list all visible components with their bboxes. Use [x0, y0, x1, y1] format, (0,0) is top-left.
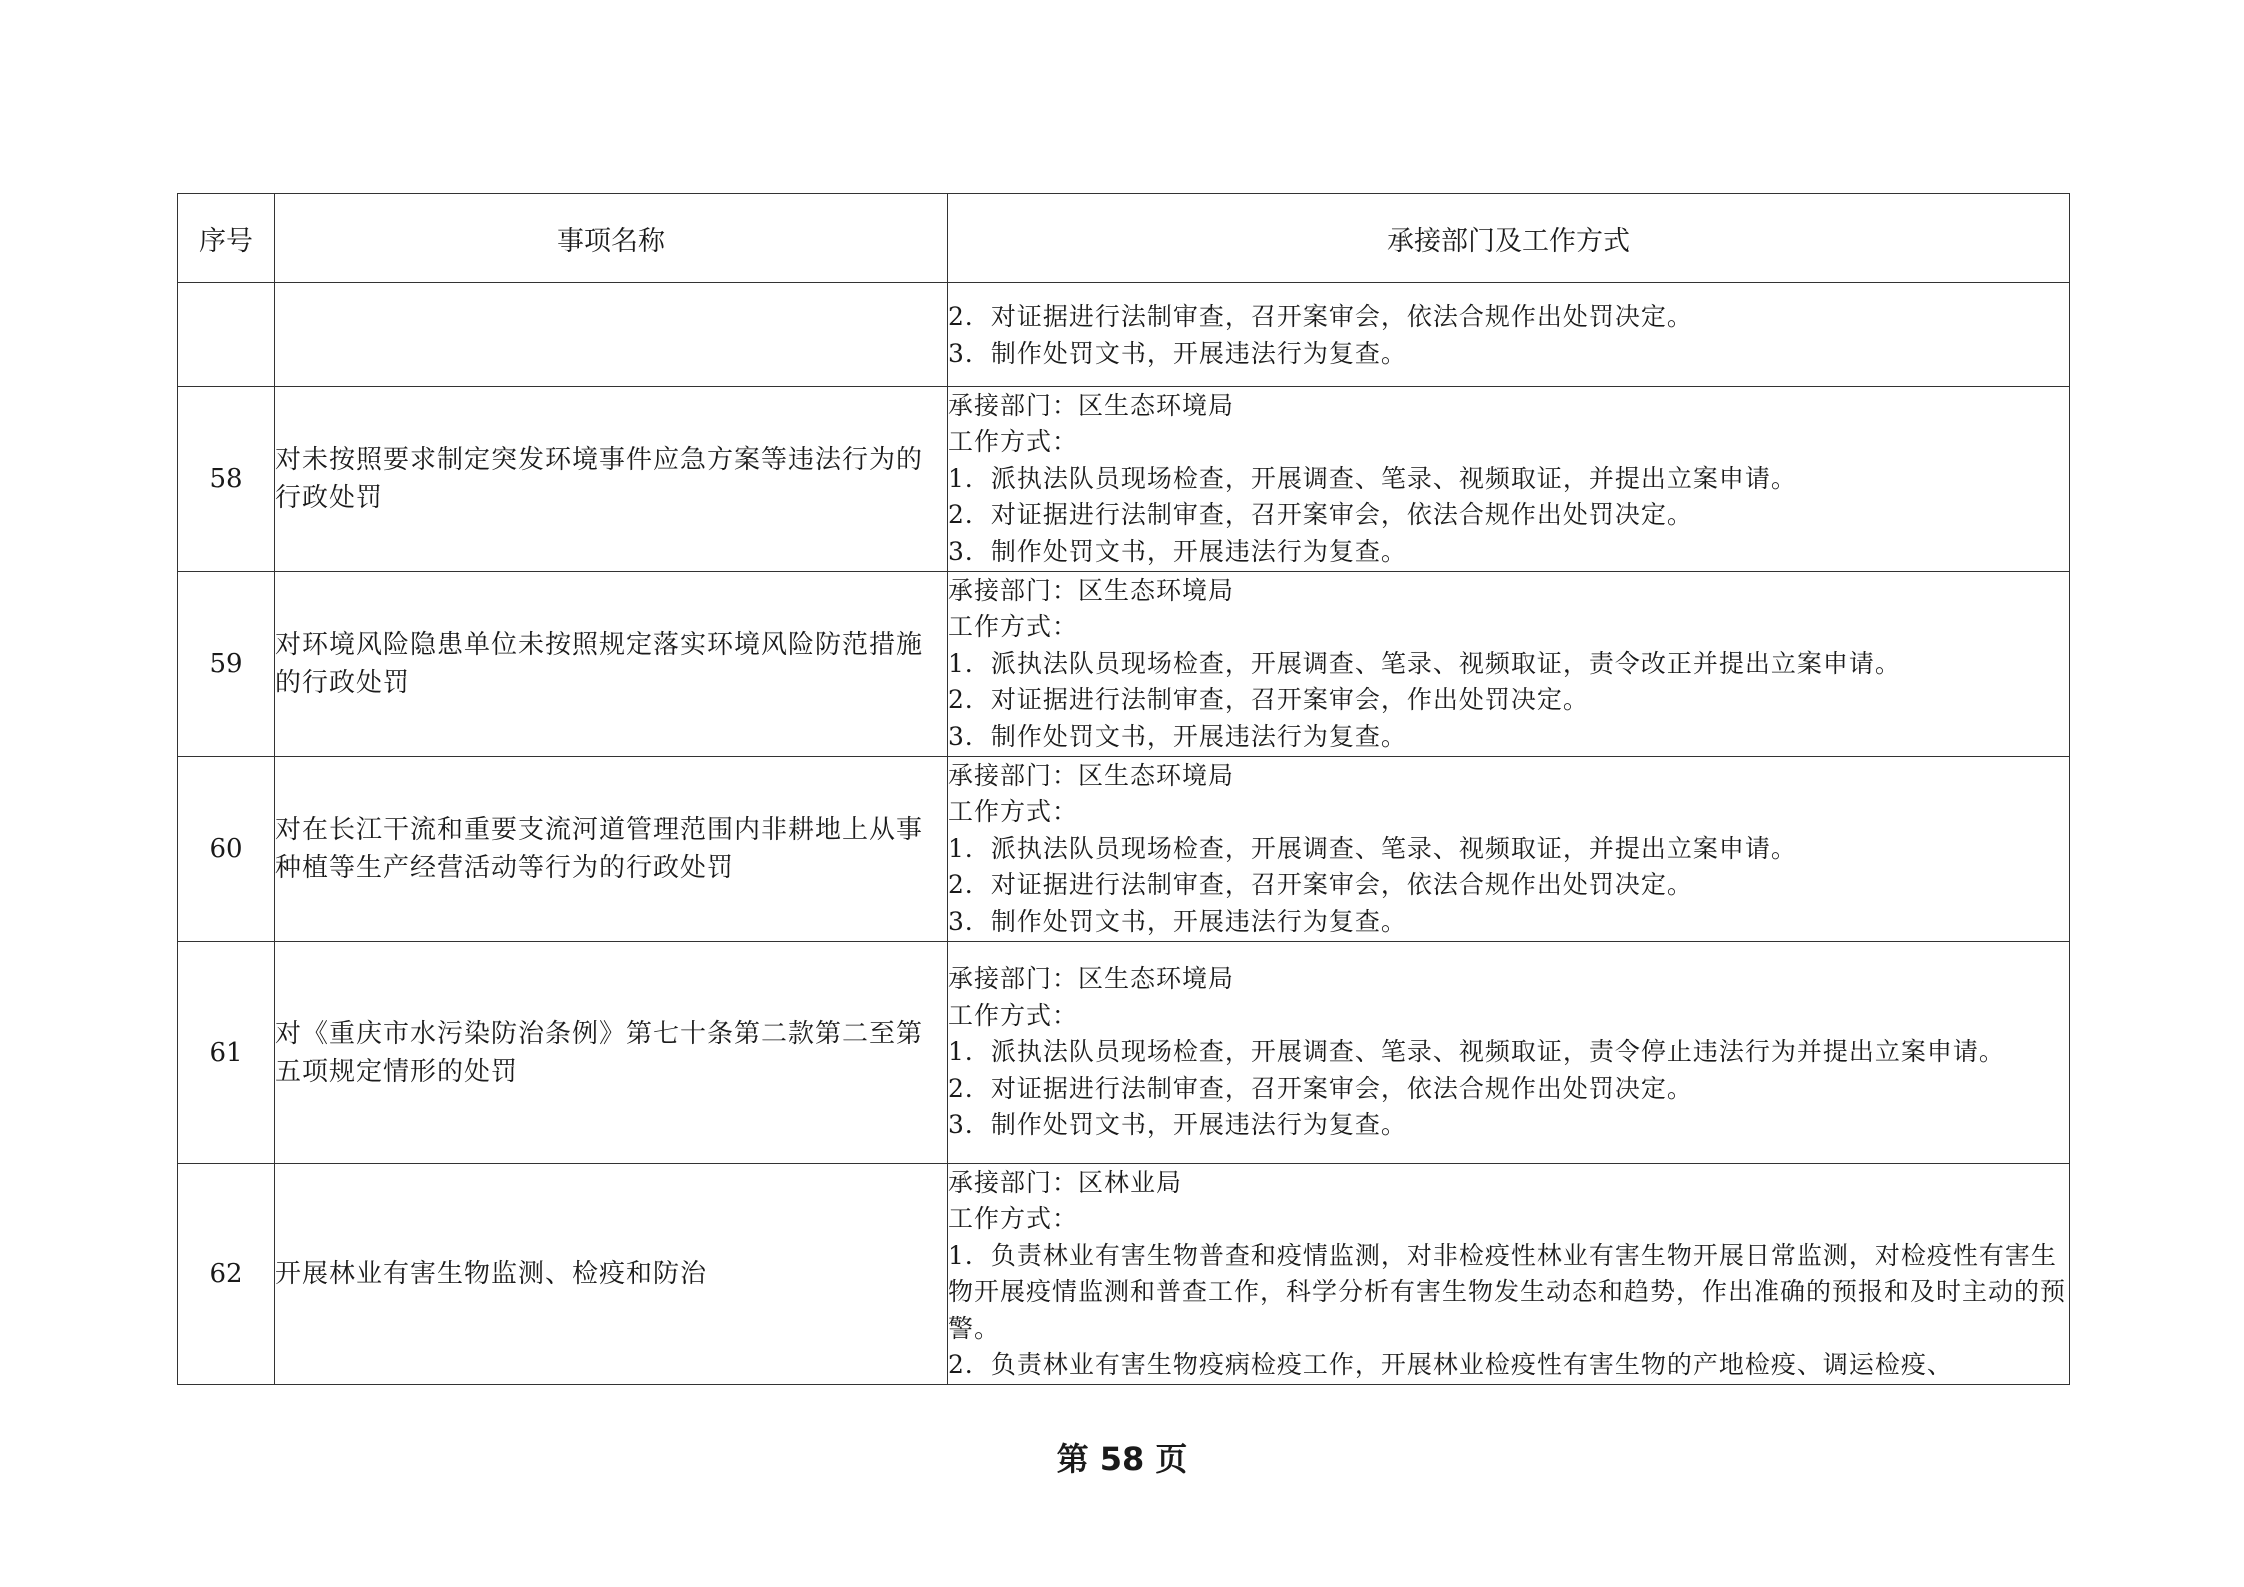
method-heading: 工作方式：: [948, 612, 1079, 642]
method-line: 2．对证据进行法制审查，召开案审会，作出处罚决定。: [948, 685, 1589, 715]
row-number: 58: [178, 387, 275, 572]
method-cell: [948, 387, 2070, 572]
header-item-name: 事项名称: [275, 194, 948, 283]
items-table: [177, 193, 2070, 1385]
item-name: 开展林业有害生物监测、检疫和防治: [275, 1164, 948, 1385]
continuation-method-cell: [948, 283, 2070, 387]
method-line: 1．派执法队员现场检查，开展调查、笔录、视频取证，责令改正并提出立案申请。: [948, 648, 1901, 678]
continuation-row: [178, 283, 2070, 387]
header-row: [178, 194, 2070, 283]
method-heading: 工作方式：: [948, 797, 1079, 827]
row-number: 61: [178, 942, 275, 1164]
header-serial: 序号: [178, 194, 275, 283]
continuation-num-cell: [178, 283, 275, 387]
department-line: 承接部门：区林业局: [948, 1167, 1183, 1197]
table-row: [178, 757, 2070, 942]
method-line: 2．对证据进行法制审查，召开案审会，依法合规作出处罚决定。: [948, 1073, 1693, 1103]
table-row: [178, 387, 2070, 572]
method-line: 2．对证据进行法制审查，召开案审会，依法合规作出处罚决定。: [948, 500, 1693, 530]
item-name: 对环境风险隐患单位未按照规定落实环境风险防范措施的行政处罚: [275, 572, 948, 757]
row-number: 60: [178, 757, 275, 942]
row-number: 62: [178, 1164, 275, 1385]
continuation-name-cell: [275, 283, 948, 387]
method-heading: 工作方式：: [948, 1000, 1079, 1030]
method-heading: 工作方式：: [948, 1204, 1079, 1233]
method-line: 1．负责林业有害生物普查和疫情监测，对非检疫性林业有害生物开展日常监测，对检疫性有害生物开展疫情监测和普查工作，科学分析有害生物发生动态和趋势，作出准确的预报和及时主动的预警。: [948, 1240, 2067, 1343]
method-line: 1．派执法队员现场检查，开展调查、笔录、视频取证，并提出立案申请。: [948, 833, 1797, 863]
method-line: 2．对证据进行法制审查，召开案审会，依法合规作出处罚决定。: [948, 870, 1693, 900]
method-line: 3．制作处罚文书，开展违法行为复查。: [948, 906, 1407, 936]
department-line: 承接部门：区生态环境局: [948, 390, 1235, 420]
method-heading: 工作方式：: [948, 427, 1079, 457]
department-line: 承接部门：区生态环境局: [948, 575, 1235, 605]
method-line: 3．制作处罚文书，开展违法行为复查。: [948, 721, 1407, 751]
method-line: 1．派执法队员现场检查，开展调查、笔录、视频取证，并提出立案申请。: [948, 463, 1797, 493]
table-row: [178, 942, 2070, 1164]
item-name: 对《重庆市水污染防治条例》第七十条第二款第二至第五项规定情形的处罚: [275, 942, 948, 1164]
row-number: 59: [178, 572, 275, 757]
department-line: 承接部门：区生态环境局: [948, 964, 1235, 994]
header-department-method: 承接部门及工作方式: [948, 194, 2070, 283]
method-line: 2．负责林业有害生物疫病检疫工作，开展林业检疫性有害生物的产地检疫、调运检疫、: [948, 1350, 1953, 1379]
item-name: 对在长江干流和重要支流河道管理范围内非耕地上从事种植等生产经营活动等行为的行政处罚: [275, 757, 948, 942]
method-line: 2．对证据进行法制审查，召开案审会，依法合规作出处罚决定。: [948, 302, 1693, 331]
method-cell: [948, 942, 2070, 1164]
method-line: 3．制作处罚文书，开展违法行为复查。: [948, 536, 1407, 566]
method-cell: [948, 572, 2070, 757]
item-name: 对未按照要求制定突发环境事件应急方案等违法行为的行政处罚: [275, 387, 948, 572]
method-cell: [948, 1164, 2070, 1385]
department-line: 承接部门：区生态环境局: [948, 760, 1235, 790]
method-line: 3．制作处罚文书，开展违法行为复查。: [948, 338, 1407, 368]
page-number: 第 58 页: [1056, 1440, 1188, 1478]
method-line: 1．派执法队员现场检查，开展调查、笔录、视频取证，责令停止违法行为并提出立案申请。: [948, 1037, 2005, 1067]
table-row: [178, 1164, 2070, 1385]
method-line: 3．制作处罚文书，开展违法行为复查。: [948, 1110, 1407, 1140]
method-cell: [948, 757, 2070, 942]
table-row: [178, 572, 2070, 757]
